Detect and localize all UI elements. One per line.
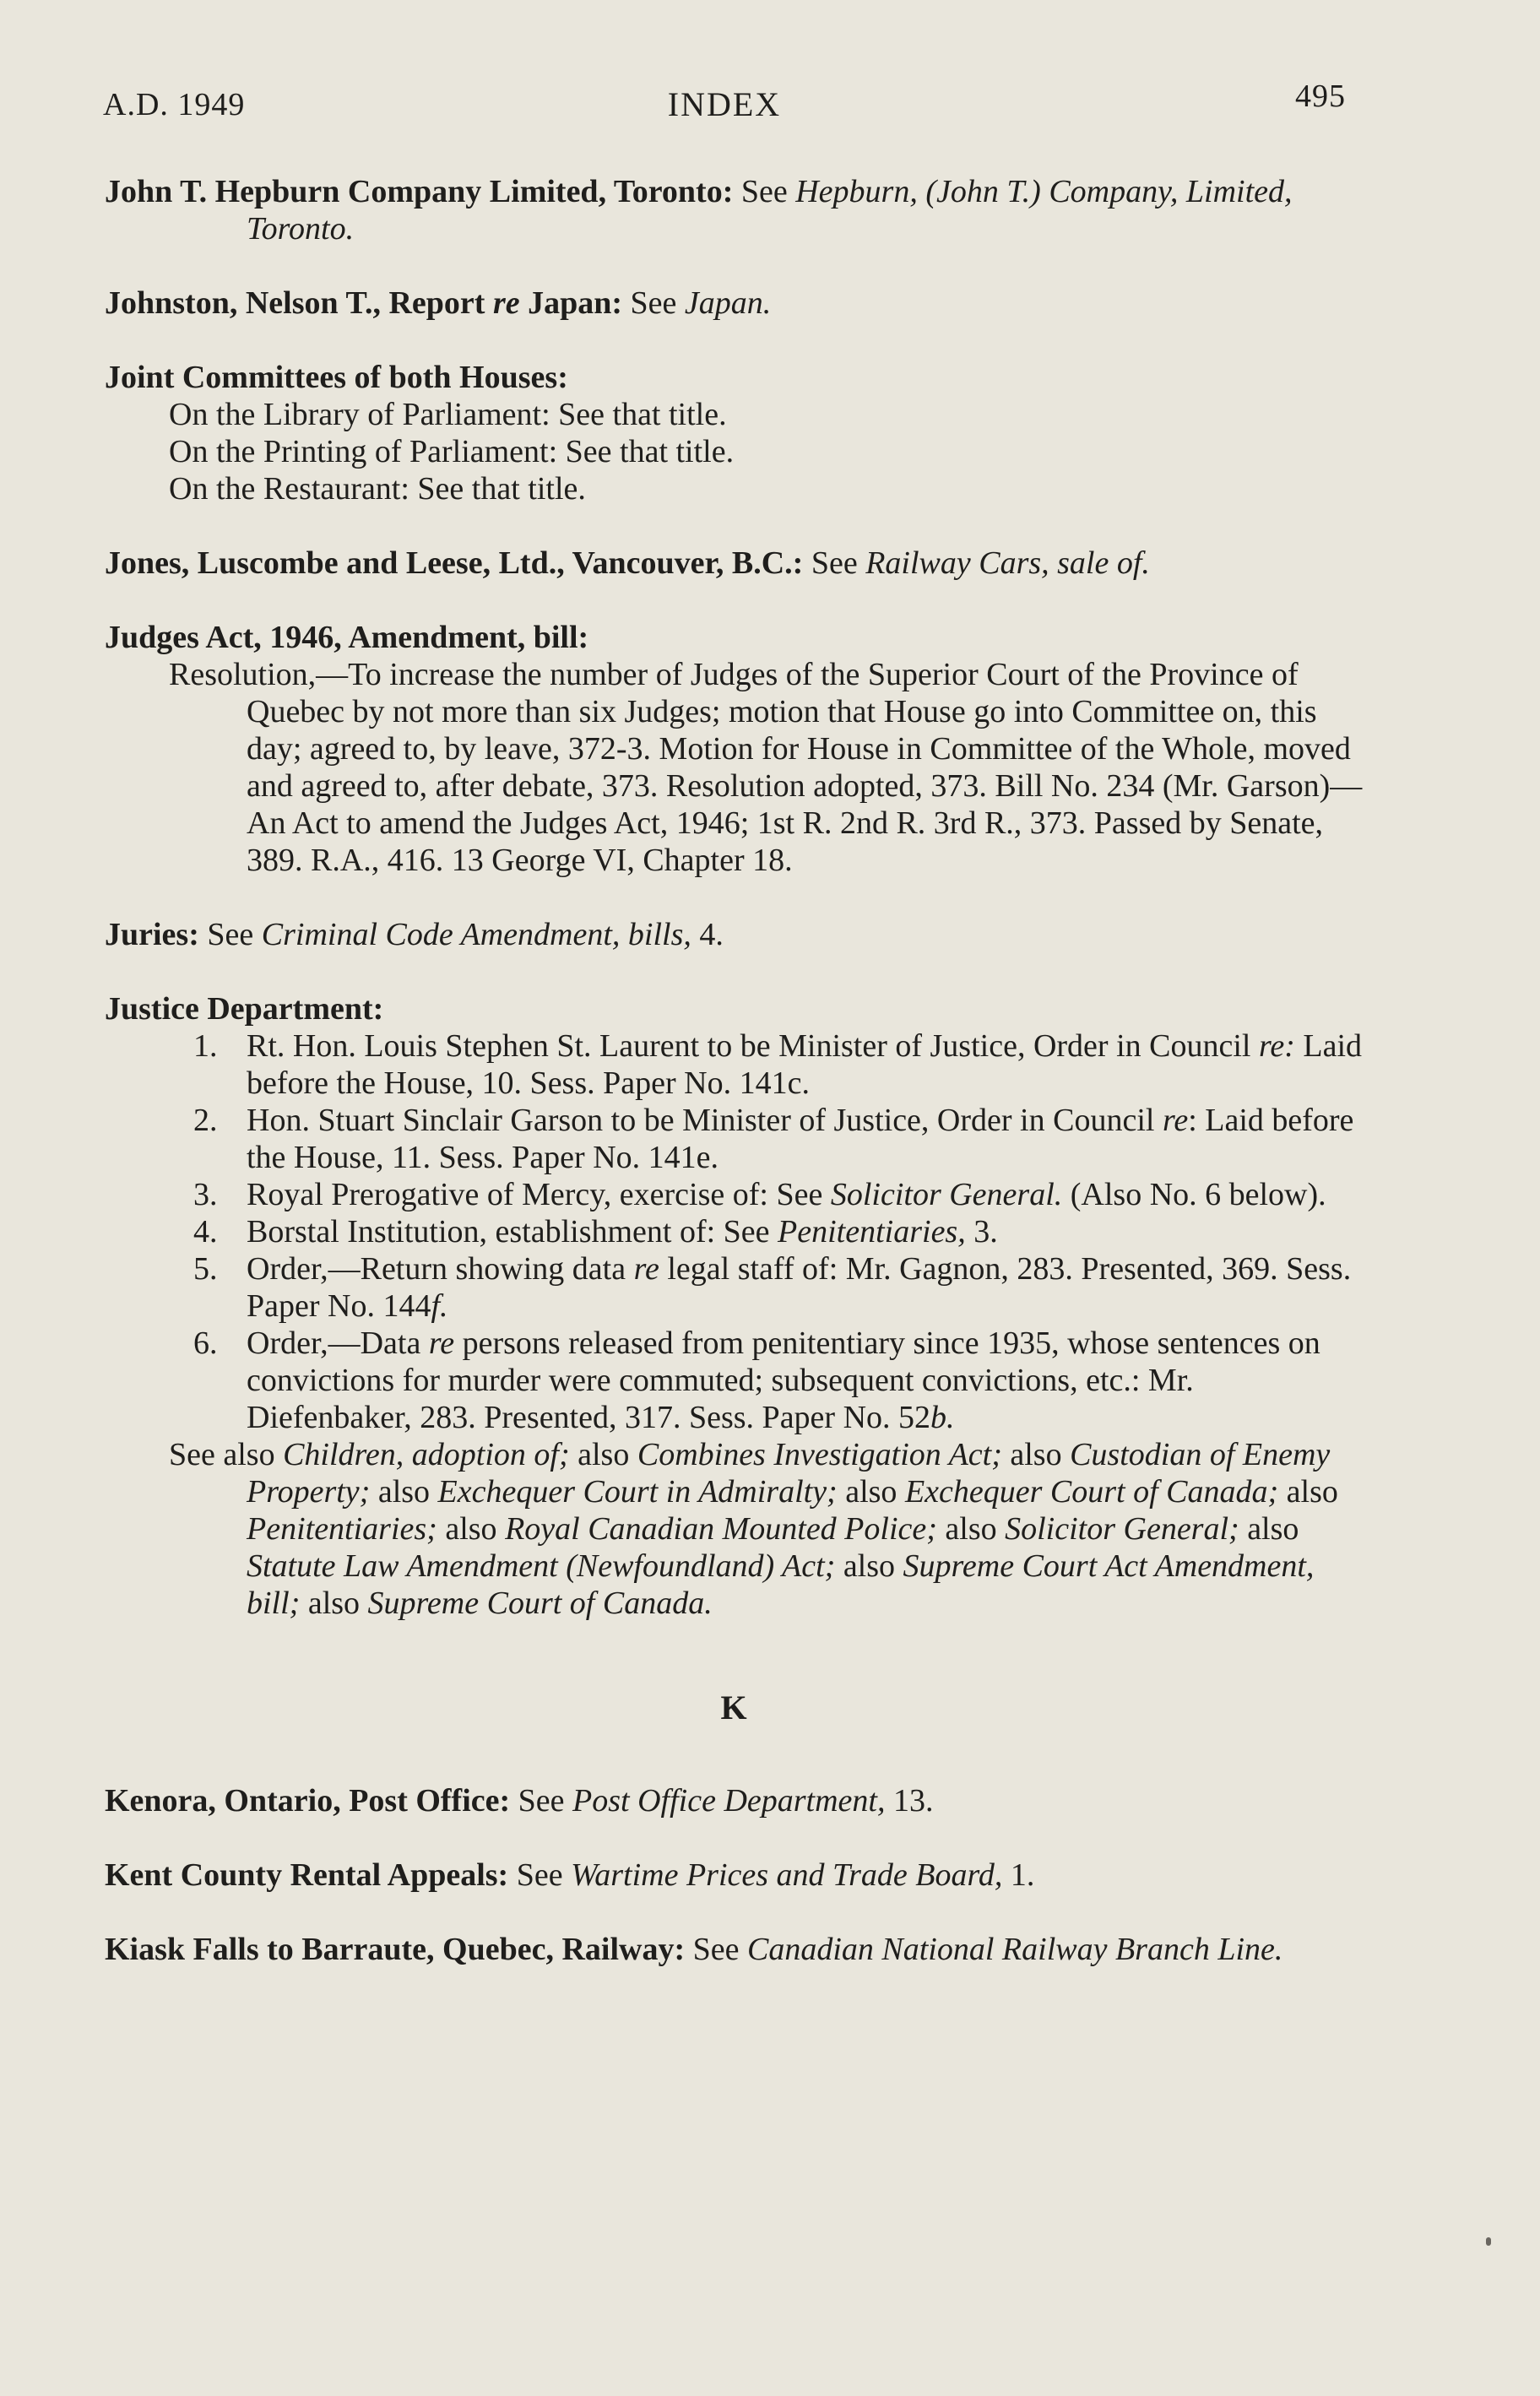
cross-reference: Post Office Department,: [572, 1783, 886, 1819]
cross-reference: Supreme Court of Canada.: [367, 1586, 713, 1621]
entry-heading-re: re: [492, 285, 520, 321]
entry-heading: Kent County Rental Appeals:: [105, 1857, 509, 1893]
entry-heading-tail: Japan:: [519, 285, 623, 321]
see-also-block: [105, 1436, 1363, 1622]
also-joiner: also: [370, 1474, 438, 1510]
see-label: See: [508, 1857, 572, 1893]
index-entry-kiask: [105, 1931, 1363, 1968]
cross-reference: Combines Investigation Act;: [637, 1437, 1002, 1472]
sub-entry: Resolution,—To increase the number of Judges of the Superior Court of the Province of Quebec by not more than six Judges; motion that House go into Committee on, this day; agreed to, by leave, 372-3. Motion for House in Committee of the Whole, moved and agreed to, after debate, 373. Resolution adopted, 373. Bill No. 234 (Mr. Garson)—An Act to amend the Judges Act, 1946; 1st R. 2nd R. 3rd R., 373. Passed by Senate, 389. R.A., 416. 13 George VI, Chapter 18.: [169, 657, 1363, 878]
page-reference: 1.: [1002, 1857, 1035, 1893]
item-text: Laid before the House, 10. Sess. Paper No. 141c.: [247, 1028, 1362, 1101]
cross-reference: Penitentiaries;: [247, 1511, 437, 1547]
see-label: See: [198, 917, 262, 952]
index-entry-justice-department: [105, 990, 1363, 1622]
index-entry-juries: [105, 916, 1363, 953]
entry-heading: Kenora, Ontario, Post Office:: [105, 1783, 511, 1819]
item-text: persons released from penitentiary since 1935, whose sentences on convictions for murder were commuted; subsequent convictions, etc.: Mr. Diefenbaker, 283. Presented, 317. Sess. Paper No. 52: [247, 1325, 1320, 1435]
section-letter: K: [720, 1689, 747, 1727]
item-text: legal staff of: Mr. Gagnon, 283. Presented, 369. Sess. Paper No. 144: [247, 1251, 1352, 1324]
item-text: Borstal Institution, establishment of: See: [247, 1214, 778, 1249]
index-entry-kent: [105, 1857, 1363, 1894]
index-entry-hepburn: [105, 173, 1363, 247]
running-header: [103, 78, 1346, 128]
item-text: Order,—Data: [247, 1325, 429, 1361]
entry-heading: Justice Department:: [105, 991, 384, 1027]
sub-entry: On the Restaurant: See that title.: [169, 471, 586, 507]
item-italic: re: [633, 1251, 659, 1287]
cross-reference: Supreme Court Act Amendment, bill;: [247, 1548, 1315, 1621]
item-italic: f.: [431, 1288, 448, 1324]
also-joiner: also: [1239, 1511, 1299, 1547]
item-number: 3.: [193, 1177, 218, 1212]
entry-heading: Juries:: [105, 917, 199, 952]
index-entry-judges-act: [105, 619, 1363, 879]
index-entry-johnston: [105, 285, 1363, 322]
item-text: (Also No. 6 below).: [1062, 1177, 1326, 1212]
also-joiner: also: [569, 1437, 637, 1472]
entry-heading: Jones, Luscombe and Leese, Ltd., Vancouver, B.C.:: [105, 545, 804, 581]
item-italic: Penitentiaries,: [778, 1214, 966, 1249]
cross-reference: Japan.: [684, 285, 772, 321]
list-item: [105, 1176, 1363, 1213]
list-item: [105, 1213, 1363, 1250]
also-joiner: also: [437, 1511, 506, 1547]
item-number: 2.: [193, 1103, 218, 1138]
cross-reference: Hepburn, (John T.) Company, Limited, Toronto.: [247, 174, 1293, 247]
entry-heading: John T. Hepburn Company Limited, Toronto:: [105, 174, 734, 209]
item-number: 5.: [193, 1251, 218, 1287]
list-item: [105, 1027, 1363, 1102]
entry-heading: Johnston, Nelson T., Report: [105, 285, 493, 321]
item-italic: re: [428, 1325, 455, 1361]
page-number: 495: [1295, 79, 1346, 114]
item-text: Hon. Stuart Sinclair Garson to be Minister of Justice, Order in Council: [247, 1103, 1163, 1138]
index-entry-joint-committees: [105, 359, 1363, 507]
page-reference: 13.: [885, 1783, 934, 1819]
see-label: See: [733, 174, 796, 209]
cross-reference: Criminal Code Amendment, bills,: [261, 917, 691, 952]
index-entry-jones: [105, 545, 1363, 582]
also-joiner: also: [1278, 1474, 1338, 1510]
cross-reference: Wartime Prices and Trade Board,: [571, 1857, 1003, 1893]
cross-reference: Statute Law Amendment (Newfoundland) Act;: [247, 1548, 836, 1584]
item-text: Rt. Hon. Louis Stephen St. Laurent to be Minister of Justice, Order in Council: [247, 1028, 1259, 1064]
cross-reference: Royal Canadian Mounted Police;: [505, 1511, 937, 1547]
see-label: See: [622, 285, 685, 321]
cross-reference: Exchequer Court of Canada;: [904, 1474, 1279, 1510]
page-reference: 4.: [691, 917, 724, 952]
entry-heading: Joint Committees of both Houses:: [105, 360, 568, 395]
cross-reference: Solicitor General;: [1005, 1511, 1239, 1547]
item-italic: Solicitor General.: [830, 1177, 1063, 1212]
item-text: Royal Prerogative of Mercy, exercise of: See: [247, 1177, 831, 1212]
item-number: 1.: [193, 1028, 218, 1064]
item-italic: b.: [930, 1400, 955, 1435]
item-italic: re:: [1258, 1028, 1295, 1064]
entry-heading: Judges Act, 1946, Amendment, bill:: [105, 620, 589, 655]
see-label: See: [803, 545, 866, 581]
cross-reference: Railway Cars, sale of.: [865, 545, 1150, 581]
also-joiner: also: [300, 1586, 368, 1621]
item-text: Order,—Return showing data: [247, 1251, 634, 1287]
see-also-label: See also: [169, 1437, 284, 1472]
cross-reference: Canadian National Railway Branch Line.: [747, 1932, 1283, 1967]
list-item: [105, 1102, 1363, 1176]
list-item: [105, 1250, 1363, 1325]
also-joiner: also: [837, 1474, 905, 1510]
also-joiner: also: [936, 1511, 1006, 1547]
item-number: 6.: [193, 1325, 218, 1361]
index-body: [105, 173, 1363, 2005]
header-title: INDEX: [667, 85, 782, 123]
list-item: [105, 1325, 1363, 1436]
sub-entry: On the Library of Parliament: See that title.: [169, 397, 727, 432]
print-speck: [1486, 2237, 1491, 2246]
entry-heading: Kiask Falls to Barraute, Quebec, Railway:: [105, 1932, 686, 1967]
item-text: : Laid before the House, 11. Sess. Paper No. 141e.: [247, 1103, 1354, 1175]
see-label: See: [510, 1783, 573, 1819]
see-label: See: [685, 1932, 747, 1967]
cross-reference: Exchequer Court in Admiralty;: [437, 1474, 838, 1510]
numbered-sub-entries: [105, 1027, 1363, 1436]
item-italic: re: [1162, 1103, 1189, 1138]
cross-reference: Children, adoption of;: [283, 1437, 570, 1472]
also-joiner: also: [835, 1548, 903, 1584]
also-joiner: also: [1001, 1437, 1071, 1472]
index-entry-kenora: [105, 1782, 1363, 1819]
item-text: 3.: [965, 1214, 998, 1249]
header-year: A.D. 1949: [103, 87, 246, 122]
cross-reference: Custodian of Enemy Property;: [247, 1437, 1331, 1510]
sub-entry: On the Printing of Parliament: See that title.: [169, 434, 735, 469]
item-number: 4.: [193, 1214, 218, 1249]
